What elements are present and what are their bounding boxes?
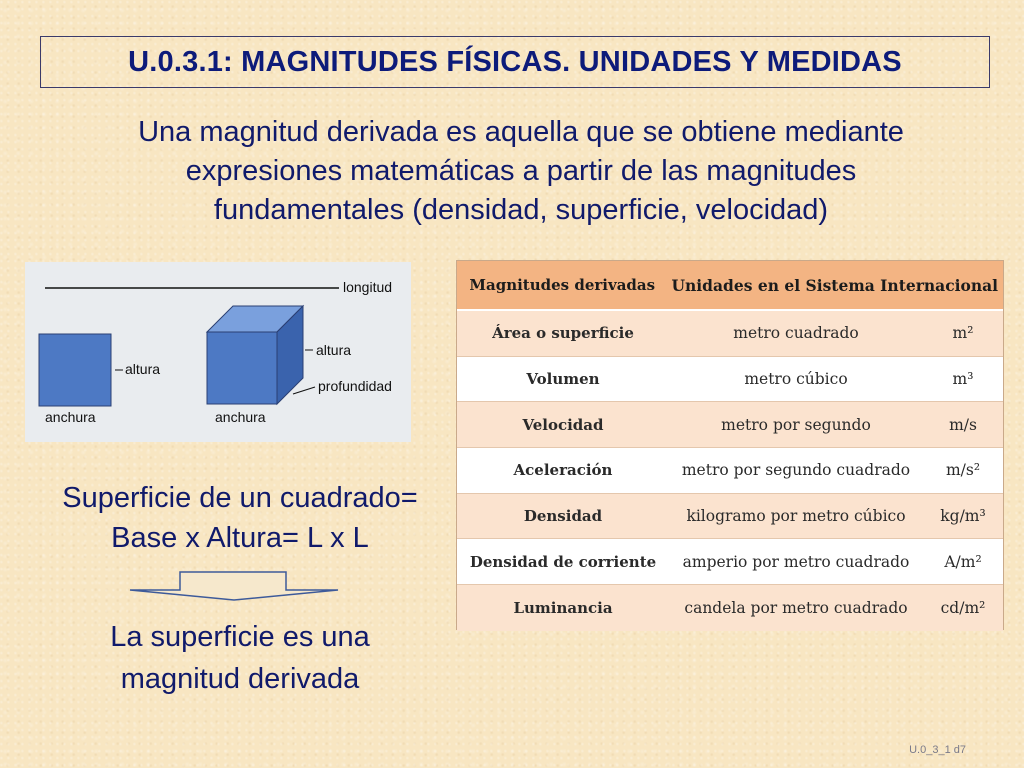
- cell-unit: kilogramo por metro cúbico: [686, 507, 906, 526]
- square-shape: [39, 334, 111, 406]
- cell-symbol: m/s²: [945, 461, 981, 480]
- conclusion-line-2: magnitud derivada: [120, 663, 360, 695]
- table-row: [457, 357, 1003, 403]
- table-row: [457, 494, 1003, 540]
- label-profundidad: profundidad: [318, 378, 392, 394]
- table-row: [457, 402, 1003, 448]
- cell-magnitude: Velocidad: [522, 415, 604, 434]
- slide-footer: U.0_3_1 d7: [909, 744, 966, 756]
- cell-symbol: cd/m²: [940, 598, 986, 617]
- square-and-cube-figure: [25, 262, 411, 442]
- label-altura-square: altura: [125, 361, 161, 377]
- formula-line-2: Base x Altura= L x L: [111, 522, 369, 554]
- cell-symbol: kg/m³: [940, 507, 986, 526]
- label-altura-cube: altura: [316, 342, 352, 358]
- derived-units-table: [456, 260, 1004, 630]
- cell-unit: candela por metro cuadrado: [684, 598, 908, 617]
- profundidad-pointer: [293, 387, 315, 394]
- header-units: Unidades en el Sistema Internacional: [671, 275, 999, 295]
- label-anchura-square: anchura: [45, 409, 96, 425]
- cell-symbol: m²: [952, 324, 974, 343]
- cell-unit: metro cuadrado: [733, 324, 859, 343]
- table-row: [457, 311, 1003, 357]
- conclusion-text: [40, 616, 440, 700]
- table-row: [457, 539, 1003, 585]
- conclusion-line-1: La superficie es una: [110, 621, 370, 653]
- cell-unit: metro por segundo: [721, 415, 871, 434]
- intro-line: expresiones matemáticas a partir de las magnitudes: [185, 155, 857, 187]
- cell-magnitude: Luminancia: [513, 598, 613, 617]
- table-row: [457, 448, 1003, 494]
- cell-magnitude: Aceleración: [513, 461, 613, 480]
- cell-symbol: A/m²: [944, 552, 982, 571]
- slide-title: U.0.3.1: MAGNITUDES FÍSICAS. UNIDADES Y MEDIDAS: [40, 36, 990, 88]
- formula-line-1: Superficie de un cuadrado=: [62, 482, 418, 514]
- cell-magnitude: Volumen: [526, 370, 600, 389]
- cube-front: [207, 332, 277, 404]
- cell-unit: amperio por metro cuadrado: [682, 552, 910, 571]
- table-header-row: [457, 261, 1003, 311]
- down-arrow-icon: [128, 570, 340, 602]
- cell-magnitude: Área o superficie: [492, 324, 634, 343]
- intro-line: fundamentales (densidad, superficie, velocidad): [213, 194, 829, 226]
- square-area-formula: [10, 478, 470, 558]
- cell-unit: metro por segundo cuadrado: [681, 461, 911, 480]
- cell-unit: metro cúbico: [744, 370, 848, 389]
- intro-paragraph: [60, 113, 982, 230]
- cell-symbol: m³: [952, 370, 974, 389]
- cell-magnitude: Densidad: [523, 507, 603, 526]
- cell-magnitude: Densidad de corriente: [469, 552, 657, 571]
- table-row: [457, 585, 1003, 631]
- label-anchura-cube: anchura: [215, 409, 266, 425]
- cell-symbol: m/s: [949, 415, 977, 434]
- header-magnitudes: Magnitudes derivadas: [469, 276, 656, 294]
- intro-line: Una magnitud derivada es aquella que se obtiene mediante: [138, 116, 904, 148]
- label-longitud: longitud: [343, 279, 393, 295]
- dimensions-illustration: [25, 262, 411, 442]
